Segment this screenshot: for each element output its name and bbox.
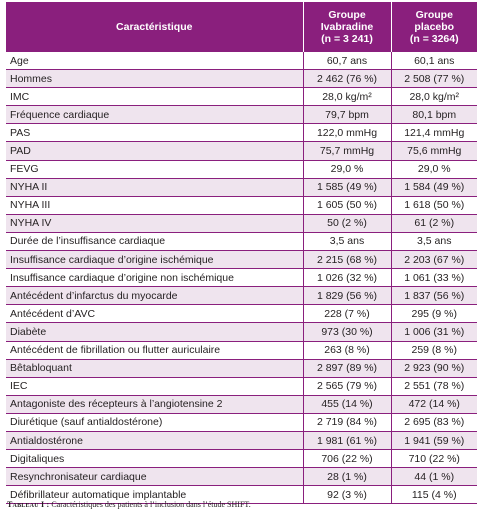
header-row — [6, 2, 477, 52]
placebo-value: 2 695 (83 %) — [391, 413, 477, 431]
row-label: Durée de l’insuffisance cardiaque — [6, 232, 303, 250]
table-row — [6, 70, 477, 88]
table-row — [6, 468, 477, 486]
ivabradine-value: 2 462 (76 %) — [303, 70, 391, 88]
header-ivabradine-line-1: Groupe — [328, 9, 366, 21]
placebo-value: 75,6 mmHg — [391, 142, 477, 160]
characteristics-table-container — [6, 2, 477, 504]
row-label: Resynchronisateur cardiaque — [6, 468, 303, 486]
placebo-value: 2 508 (77 %) — [391, 70, 477, 88]
header-ivabradine-line-3: (n = 3 241) — [321, 33, 373, 45]
row-label: PAS — [6, 124, 303, 142]
placebo-value: 1 006 (31 %) — [391, 323, 477, 341]
row-label: Diurétique (sauf antialdostérone) — [6, 413, 303, 431]
header-placebo-line-3: (n = 3264) — [409, 33, 459, 45]
placebo-value: 1 584 (49 %) — [391, 178, 477, 196]
table-row — [6, 413, 477, 431]
placebo-value: 44 (1 %) — [391, 468, 477, 486]
ivabradine-value: 1 829 (56 %) — [303, 287, 391, 305]
ivabradine-value: 2 565 (79 %) — [303, 377, 391, 395]
placebo-value: 1 941 (59 %) — [391, 431, 477, 449]
row-label: Défibrillateur automatique implantable — [6, 486, 303, 504]
placebo-value: 121,4 mmHg — [391, 124, 477, 142]
table-row — [6, 450, 477, 468]
ivabradine-value: 50 (2 %) — [303, 214, 391, 232]
placebo-value: 295 (9 %) — [391, 305, 477, 323]
header-characteristic: Caractéristique — [6, 2, 303, 52]
table-row — [6, 52, 477, 70]
placebo-value: 1 837 (56 %) — [391, 287, 477, 305]
ivabradine-value: 973 (30 %) — [303, 323, 391, 341]
ivabradine-value: 2 215 (68 %) — [303, 251, 391, 269]
table-row — [6, 142, 477, 160]
row-label: Antagoniste des récepteurs à l’angiotensine 2 — [6, 395, 303, 413]
row-label: Fréquence cardiaque — [6, 106, 303, 124]
placebo-value: 2 203 (67 %) — [391, 251, 477, 269]
row-label: Antialdostérone — [6, 431, 303, 449]
row-label: IEC — [6, 377, 303, 395]
table-row — [6, 395, 477, 413]
table-row — [6, 214, 477, 232]
row-label: Bêtabloquant — [6, 359, 303, 377]
caption-text: Caractéristiques des patients à l’inclusion dans l’étude SHIFT. — [51, 500, 251, 509]
row-label: NYHA II — [6, 178, 303, 196]
header-placebo-line-1: Groupe — [415, 9, 453, 21]
placebo-value: 1 618 (50 %) — [391, 196, 477, 214]
ivabradine-value: 2 897 (89 %) — [303, 359, 391, 377]
placebo-value: 28,0 kg/m² — [391, 88, 477, 106]
row-label: Antécédent d’infarctus du myocarde — [6, 287, 303, 305]
row-label: PAD — [6, 142, 303, 160]
ivabradine-value: 60,7 ans — [303, 52, 391, 70]
caption-label: Tableau I : — [7, 500, 50, 509]
table-row — [6, 323, 477, 341]
table-row — [6, 196, 477, 214]
placebo-value: 259 (8 %) — [391, 341, 477, 359]
placebo-value: 115 (4 %) — [391, 486, 477, 504]
row-label: Age — [6, 52, 303, 70]
table-caption — [7, 500, 251, 509]
ivabradine-value: 28 (1 %) — [303, 468, 391, 486]
placebo-value: 472 (14 %) — [391, 395, 477, 413]
placebo-value: 2 923 (90 %) — [391, 359, 477, 377]
placebo-value: 61 (2 %) — [391, 214, 477, 232]
table-row — [6, 106, 477, 124]
placebo-value: 2 551 (78 %) — [391, 377, 477, 395]
ivabradine-value: 79,7 bpm — [303, 106, 391, 124]
row-label: FEVG — [6, 160, 303, 178]
placebo-value: 60,1 ans — [391, 52, 477, 70]
ivabradine-value: 2 719 (84 %) — [303, 413, 391, 431]
table-body — [6, 52, 477, 504]
table-row — [6, 287, 477, 305]
row-label: IMC — [6, 88, 303, 106]
ivabradine-value: 29,0 % — [303, 160, 391, 178]
ivabradine-value: 1 585 (49 %) — [303, 178, 391, 196]
ivabradine-value: 1 605 (50 %) — [303, 196, 391, 214]
ivabradine-value: 122,0 mmHg — [303, 124, 391, 142]
table-row — [6, 160, 477, 178]
characteristics-table — [6, 2, 477, 504]
table-header — [6, 2, 477, 52]
ivabradine-value: 228 (7 %) — [303, 305, 391, 323]
ivabradine-value: 263 (8 %) — [303, 341, 391, 359]
placebo-value: 1 061 (33 %) — [391, 269, 477, 287]
header-ivabradine-line-2: Ivabradine — [320, 21, 374, 33]
header-placebo-group — [391, 2, 477, 52]
table-row — [6, 124, 477, 142]
table-row — [6, 377, 477, 395]
row-label: Diabète — [6, 323, 303, 341]
ivabradine-value: 1 026 (32 %) — [303, 269, 391, 287]
row-label: Insuffisance cardiaque d’origine ischémique — [6, 251, 303, 269]
table-row — [6, 305, 477, 323]
table-row — [6, 269, 477, 287]
ivabradine-value: 92 (3 %) — [303, 486, 391, 504]
row-label: Antécédent de fibrillation ou flutter auriculaire — [6, 341, 303, 359]
ivabradine-value: 455 (14 %) — [303, 395, 391, 413]
row-label: Insuffisance cardiaque d’origine non ischémique — [6, 269, 303, 287]
placebo-value: 3,5 ans — [391, 232, 477, 250]
row-label: Antécédent d’AVC — [6, 305, 303, 323]
ivabradine-value: 706 (22 %) — [303, 450, 391, 468]
table-row — [6, 251, 477, 269]
row-label: NYHA IV — [6, 214, 303, 232]
header-placebo-line-2: placebo — [414, 21, 455, 33]
table-row — [6, 232, 477, 250]
placebo-value: 29,0 % — [391, 160, 477, 178]
header-ivabradine-group — [303, 2, 391, 52]
row-label: Hommes — [6, 70, 303, 88]
row-label: NYHA III — [6, 196, 303, 214]
table-row — [6, 88, 477, 106]
ivabradine-value: 28,0 kg/m² — [303, 88, 391, 106]
table-row — [6, 178, 477, 196]
ivabradine-value: 3,5 ans — [303, 232, 391, 250]
placebo-value: 80,1 bpm — [391, 106, 477, 124]
placebo-value: 710 (22 %) — [391, 450, 477, 468]
ivabradine-value: 1 981 (61 %) — [303, 431, 391, 449]
ivabradine-value: 75,7 mmHg — [303, 142, 391, 160]
table-row — [6, 341, 477, 359]
table-row — [6, 431, 477, 449]
row-label: Digitaliques — [6, 450, 303, 468]
table-row — [6, 359, 477, 377]
